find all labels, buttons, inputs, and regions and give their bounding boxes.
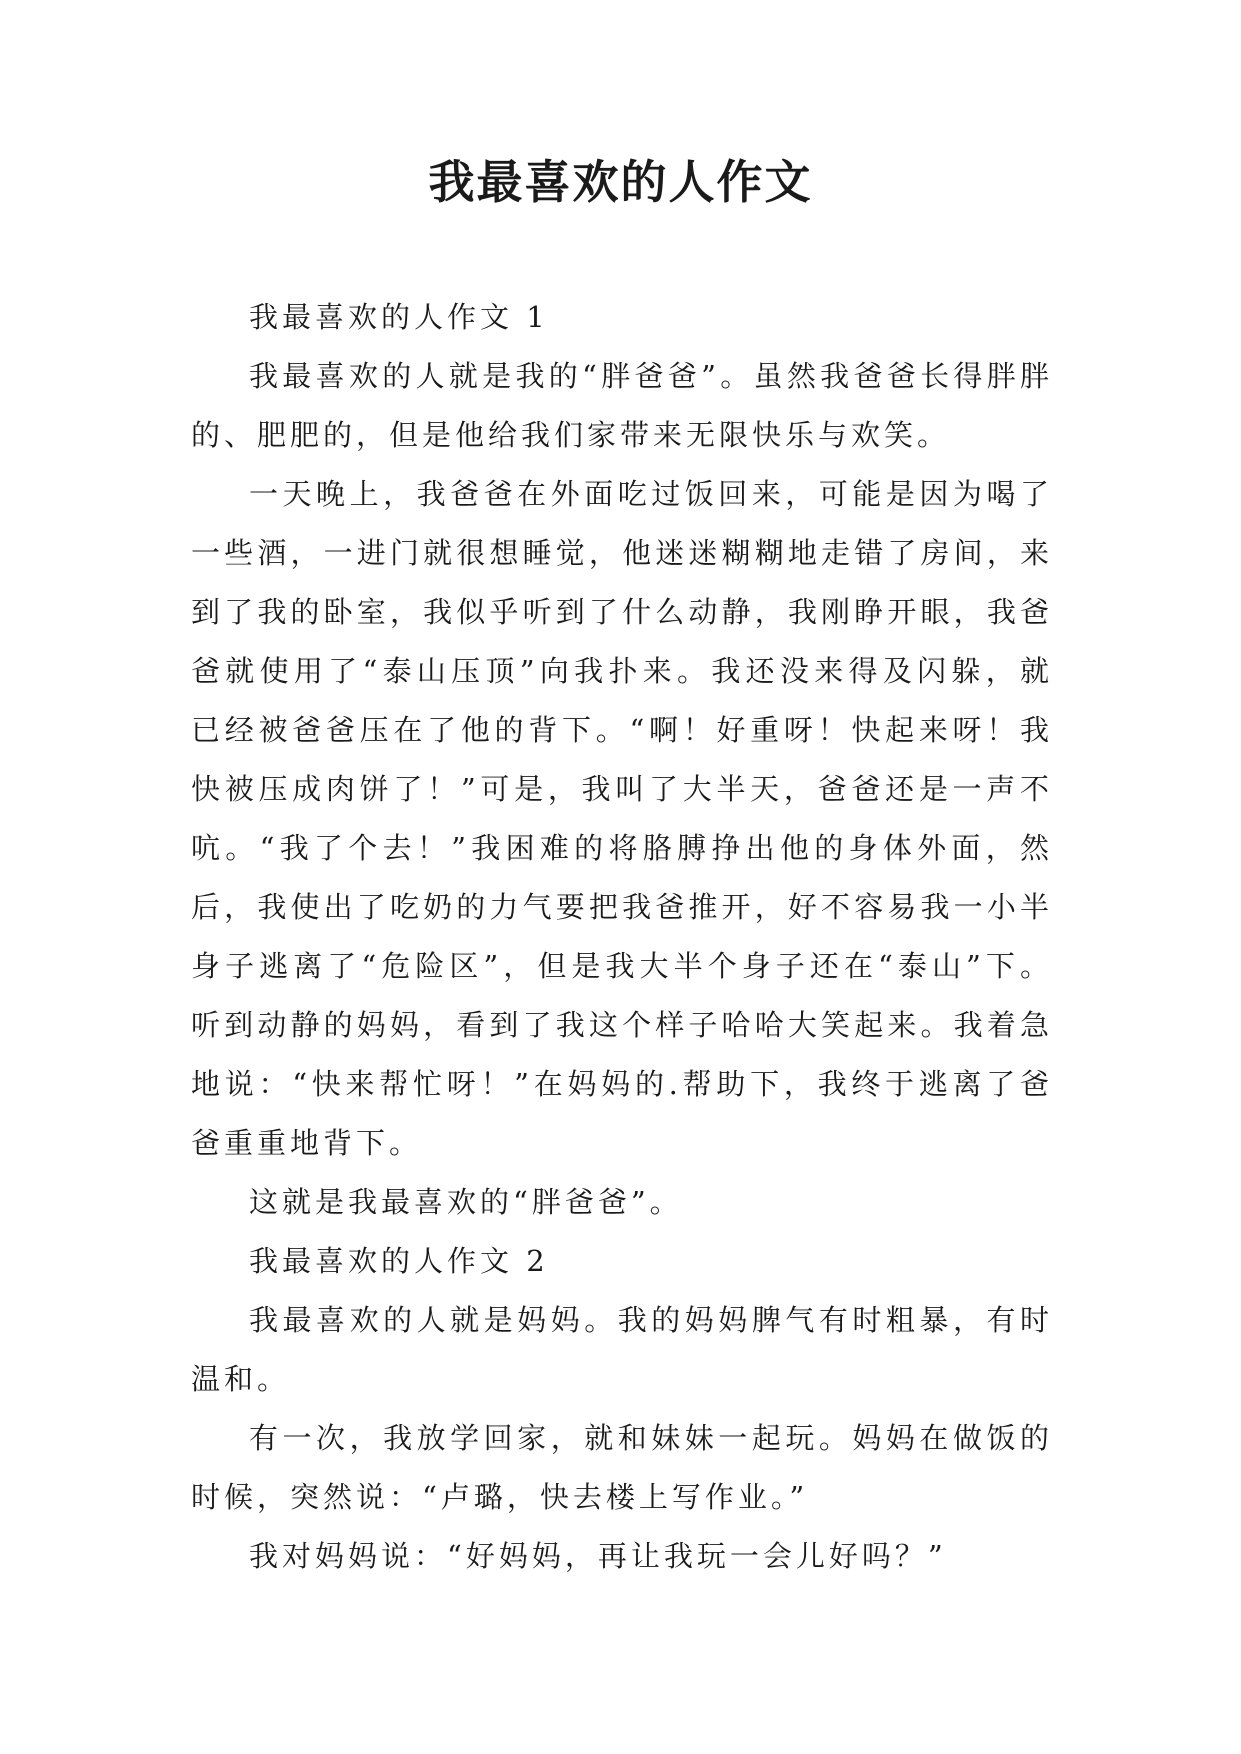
paragraph: 我最喜欢的人就是妈妈。我的妈妈脾气有时粗暴，有时温和。: [191, 1303, 1053, 1396]
section-heading-1: 我最喜欢的人作文 1: [249, 300, 549, 334]
paragraph: 这就是我最喜欢的“胖爸爸”。: [249, 1185, 683, 1219]
paragraph: 我对妈妈说：“好妈妈，再让我玩一会儿好吗？”: [249, 1539, 947, 1573]
section-heading-2: 我最喜欢的人作文 2: [249, 1244, 549, 1278]
paragraph: 一天晚上，我爸爸在外面吃过饭回来，可能是因为喝了一些酒，一进门就很想睡觉，他迷迷糊糊地走错了房间，来到了我的卧室，我似乎听到了什么动静，我刚睁开眼，我爸爸就使用了“泰山压顶”向我扑来。我还没来得及闪躲，就已经被爸爸压在了他的背下。“啊！好重呀！快起来呀！我快被压成肉饼了！”可是，我叫了大半天，爸爸还是一声不吭。“我了个去！”我困难的将胳膊挣出他的身体外面，然后，我使出了吃奶的力气要把我爸推开，好不容易我一小半身子逃离了“危险区”，但是我大半个身子还在“泰山”下。听到动静的妈妈，看到了我这个样子哈哈大笑起来。我着急地说：“快来帮忙呀！”在妈妈的.帮助下，我终于逃离了爸爸重重地背下。: [191, 477, 1053, 1160]
paragraph: 有一次，我放学回家，就和妹妹一起玩。妈妈在做饭的时候，突然说：“卢璐，快去楼上写作业。”: [191, 1421, 1053, 1514]
document-body: [191, 288, 1053, 1586]
document-title: 我最喜欢的人作文: [428, 155, 813, 209]
paragraph: 我最喜欢的人就是我的“胖爸爸”。虽然我爸爸长得胖胖的、肥肥的，但是他给我们家带来无限快乐与欢笑。: [191, 359, 1053, 452]
